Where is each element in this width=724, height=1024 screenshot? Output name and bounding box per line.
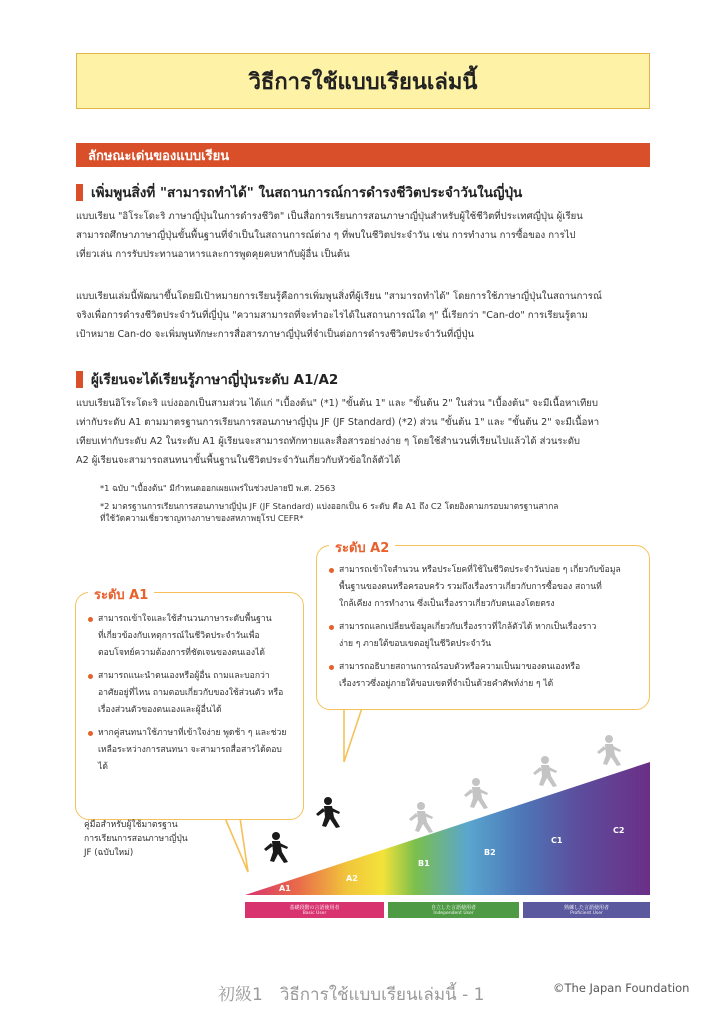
a1-bubble-pointer <box>225 818 248 872</box>
runner-icon <box>597 735 621 766</box>
a1-description-box <box>75 592 304 820</box>
runner-icon <box>409 802 433 833</box>
a2-bubble-pointer <box>344 708 362 762</box>
band-proficient-user: 熟練した言語使用者 Proficient User <box>523 902 650 918</box>
a1-box-title: ระดับ A1 <box>88 584 154 605</box>
runner-icon <box>464 778 488 809</box>
list-item: สามารถอธิบายสถานการณ์รอบตัวหรือความเป็นมาของตนเองหรือ เรื่องราวซึ่งอยู่ภายใต้ขอบเขตที่จำเป็นด้วยคำศัพท์ง่าย ๆ ได้ <box>329 659 644 693</box>
heading-levels-text: ผู้เรียนจะได้เรียนรู้ภาษาญี่ปุ่นระดับ A1/A2 <box>91 372 339 388</box>
section-title: ลักษณะเด่นของแบบเรียน <box>88 148 230 164</box>
runner-icon <box>316 797 340 828</box>
footnote-1: *1 ฉบับ "เบื้องต้น" มีกำหนดออกเผยแพร่ในช่วงปลายปี พ.ศ. 2563 <box>100 483 336 493</box>
band-independent-user: 自立した言語使用者 Independent User <box>388 902 519 918</box>
level-label-a2: A2 <box>346 874 358 883</box>
runner-icon <box>264 832 288 863</box>
a1-list <box>88 611 298 776</box>
list-item: สามารถเข้าใจสำนวน หรือประโยคที่ใช้ในชีวิตประจำวันบ่อย ๆ เกี่ยวกับข้อมูล พื้นฐานของตนหรือครอบครัว รวมถึงเรื่องราวเกี่ยวกับการซื้อของ สถานที่ ใกล้เคียง การทำงาน ซึ่งเป็นเรื่องราวเกี่ยวกับตนเองโดยตรง <box>329 562 644 613</box>
text-line: ที่ใช้วัดความเชี่ยวชาญทางภาษาของสหภาพยุโรป CEFR* <box>100 513 304 523</box>
level-label-c1: C1 <box>551 836 563 845</box>
level-label-a1: A1 <box>279 884 291 893</box>
text-line: แบบเรียน "อิโระโดะริ ภาษาญี่ปุ่นในการดำรงชีวิต" เป็นสื่อการเรียนการสอนภาษาญี่ปุ่นสำหรับผู้ใช้ชีวิตที่ประเทศญี่ปุ่น ผู้เรียน <box>76 211 583 222</box>
text-line: A2 ผู้เรียนจะสามารถสนทนาขั้นพื้นฐานในชีวิตประจำวันเกี่ยวกับหัวข้อใกล้ตัวได้ <box>76 455 401 466</box>
a2-description-box <box>316 545 650 710</box>
text-line: JF (ฉบับใหม่) <box>84 848 134 858</box>
heading-can-do-text: เพิ่มพูนสิ่งที่ "สามารถทำได้" ในสถานการณ์การดำรงชีวิตประจำวันในญี่ปุ่น <box>91 185 523 201</box>
text-line: แบบเรียนเล่มนี้พัฒนาขึ้นโดยมีเป้าหมายการเรียนรู้คือการเพิ่มพูนสิ่งที่ผู้เรียน "สามารถทำได้" โดยการใช้ภาษาญี่ปุ่นในสถานการณ์ <box>76 291 602 302</box>
list-item: สามารถแลกเปลี่ยนข้อมูลเกี่ยวกับเรื่องราวที่ใกล้ตัวได้ หากเป็นเรื่องราว ง่าย ๆ ภายใต้ขอบเขตอยู่ในชีวิตประจำวัน <box>329 619 644 653</box>
text-line: เป้าหมาย Can-do จะเพิ่มพูนทักษะการสื่อสารภาษาญี่ปุ่นที่จำเป็นต่อการดำรงชีวิตประจำวันที่ญี่ปุ่น <box>76 329 475 340</box>
a2-box-title: ระดับ A2 <box>329 537 395 558</box>
list-item: สามารถเข้าใจและใช้สำนวนภาษาระดับพื้นฐาน ที่เกี่ยวข้องกับเหตุการณ์ในชีวิตประจำวันเพื่อ ตอบโจทย์ความต้องการที่ชัดเจนของตนเองได้ <box>88 611 298 662</box>
band-basic-user: 基礎段階の言語使用者 Basic User <box>245 902 384 918</box>
text-line: คู่มือสำหรับผู้ใช้มาตรฐาน <box>84 820 178 830</box>
text-line: สามารถศึกษาภาษาญี่ปุ่นขั้นพื้นฐานที่จำเป็นในสถานการณ์ต่าง ๆ ที่พบในชีวิตประจำวัน เช่น การทำงาน การซื้อของ การไป <box>76 230 576 241</box>
page-title: วิธีการใช้แบบเรียนเล่มนี้ <box>248 69 478 95</box>
text-line: จริงเพื่อการดำรงชีวิตประจำวันที่ญี่ปุ่น "ความสามารถที่จะทำอะไรได้ในสถานการณ์ใด ๆ" นี้เรียกว่า "Can-do" การเรียนรู้ตาม <box>76 310 588 321</box>
a2-list <box>329 562 644 693</box>
level-ramp <box>245 762 650 895</box>
text-line: เที่ยวเล่น การรับประทานอาหารและการพูดคุยคบหากับผู้อื่น เป็นต้น <box>76 249 350 260</box>
text-line: เทียบเท่ากับระดับ A2 ในระดับ A1 ผู้เรียนจะสามารถทักทายและสื่อสารอย่างง่าย ๆ โดยใช้สำนวนที่เรียนไปแล้วได้ ส่วนระดับ <box>76 436 581 447</box>
copyright: ©The Japan Foundation <box>553 981 690 995</box>
level-label-b2: B2 <box>484 848 496 857</box>
list-item: สามารถแนะนำตนเองหรือผู้อื่น ถามและบอกว่า อาศัยอยู่ที่ไหน ถามตอบเกี่ยวกับของใช้ส่วนตัว หรือ เรื่องส่วนตัวของตนเองและผู้อื่นได้ <box>88 668 298 719</box>
text-line: *2 มาตรฐานการเรียนการสอนภาษาญี่ปุ่น JF (JF Standard) แบ่งออกเป็น 6 ระดับ คือ A1 ถึง C2 โดยอิงตามกรอบมาตรฐานสากล <box>100 501 559 511</box>
text-line: การเรียนการสอนภาษาญี่ปุ่น <box>84 834 188 844</box>
list-item: หากคู่สนทนาใช้ภาษาที่เข้าใจง่าย พูดช้า ๆ และช่วย เหลือระหว่างการสนทนา จะสามารถสื่อสารได้ตอบ ได้ <box>88 725 298 776</box>
text-line: แบบเรียนอิโระโดะริ แบ่งออกเป็นสามส่วน ได้แก่ "เบื้องต้น" (*1) "ขั้นต้น 1" และ "ขั้นต้น 2" ในส่วน "เบื้องต้น" จะมีเนื้อหาเทียบ <box>76 398 599 409</box>
text-line: เท่ากับระดับ A1 ตามมาตรฐานการเรียนการสอนภาษาญี่ปุ่น JF (JF Standard) (*2) ส่วน "ขั้นต้น 1" และ "ขั้นต้น 2" จะมีเนื้อหา <box>76 417 600 428</box>
jf-guide-note <box>84 818 188 860</box>
level-label-b1: B1 <box>418 859 430 868</box>
page-footer-title: 初級1 วิธีการใช้แบบเรียนเล่มนี้ - 1 <box>218 985 485 1005</box>
level-label-c2: C2 <box>613 826 625 835</box>
runner-icon <box>533 756 557 787</box>
